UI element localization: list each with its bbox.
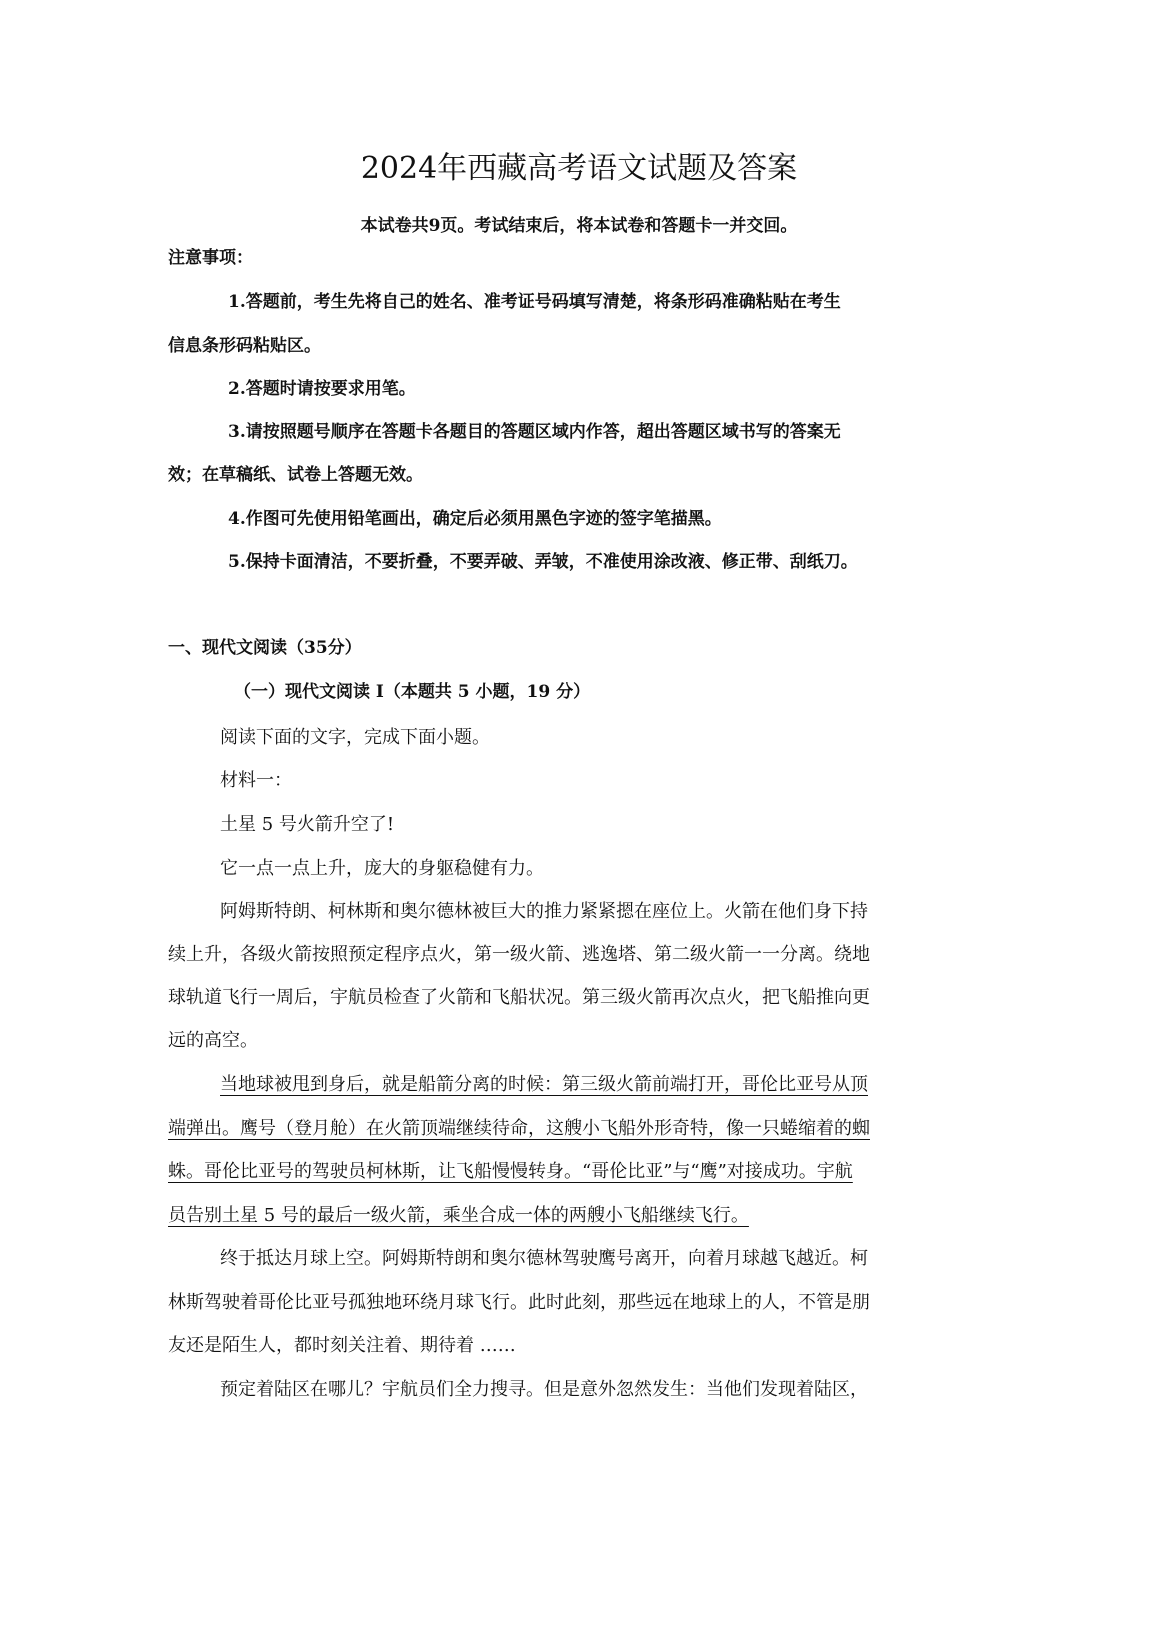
paragraph-2: 它一点一点上升，庞大的身躯稳健有力。 [220,858,544,879]
paragraph-4-line-1: 当地球被甩到身后，就是船箭分离的时候：第三级火箭前端打开，哥伦比亚号从顶 [220,1074,868,1095]
paragraph-6-line-1: 预定着陆区在哪儿？宇航员们全力搜寻。但是意外忽然发生：当他们发现着陆区， [220,1379,868,1400]
notice-heading: 注意事项： [168,248,253,268]
notice-item-3-line-1: 3.请按照题号顺序在答题卡各题目的答题区域内作答，超出答题区域书写的答案无 [228,422,841,442]
paragraph-1: 土星 5 号火箭升空了! [220,814,395,835]
notice-item-2: 2.答题时请按要求用笔。 [228,379,416,399]
page-title: 2024年西藏高考语文试题及答案 [360,151,798,186]
section-1-heading: 一、现代文阅读（35分） [168,638,362,658]
notice-item-1-line-2: 信息条形码粘贴区。 [168,336,321,356]
notice-item-5: 5.保持卡面清洁，不要折叠，不要弄破、弄皱，不准使用涂改液、修正带、刮纸刀。 [228,552,858,572]
reading-instruction: 阅读下面的文字，完成下面小题。 [220,727,490,748]
paragraph-3-line-1: 阿姆斯特朗、柯林斯和奥尔德林被巨大的推力紧紧摁在座位上。火箭在他们身下持 [220,901,868,922]
paragraph-3-line-2: 续上升，各级火箭按照预定程序点火，第一级火箭、逃逸塔、第二级火箭一一分离。绕地 [168,944,870,965]
paragraph-4-line-2: 端弹出。鹰号（登月舱）在火箭顶端继续待命，这艘小飞船外形奇特，像一只蜷缩着的蜘 [168,1118,870,1139]
exam-subtitle: 本试卷共9页。考试结束后，将本试卷和答题卡一并交回。 [360,216,798,236]
section-1-sub-heading: （一）现代文阅读 I（本题共 5 小题，19 分） [234,682,591,702]
paragraph-5-line-2: 林斯驾驶着哥伦比亚号孤独地环绕月球飞行。此时此刻，那些远在地球上的人，不管是朋 [168,1292,870,1313]
paragraph-3-line-3: 球轨道飞行一周后，宇航员检查了火箭和飞船状况。第三级火箭再次点火，把飞船推向更 [168,987,870,1008]
material-label: 材料一： [220,770,292,791]
paragraph-5-line-1: 终于抵达月球上空。阿姆斯特朗和奥尔德林驾驶鹰号离开，向着月球越飞越近。柯 [220,1248,868,1269]
paragraph-4-line-4: 员告别土星 5 号的最后一级火箭，乘坐合成一体的两艘小飞船继续飞行。 [168,1205,749,1226]
notice-item-4: 4.作图可先使用铅笔画出，确定后必须用黑色字迹的签字笔描黑。 [228,509,722,529]
notice-item-1-line-1: 1.答题前，考生先将自己的姓名、准考证号码填写清楚，将条形码准确粘贴在考生 [228,292,841,312]
paragraph-3-line-4: 远的高空。 [168,1030,258,1051]
notice-item-3-line-2: 效；在草稿纸、试卷上答题无效。 [168,465,423,485]
paragraph-4-line-3: 蛛。哥伦比亚号的驾驶员柯林斯，让飞船慢慢转身。“哥伦比亚”与“鹰”对接成功。宇航 [168,1161,853,1182]
paragraph-5-line-3: 友还是陌生人，都时刻关注着、期待着 …… [168,1335,516,1356]
